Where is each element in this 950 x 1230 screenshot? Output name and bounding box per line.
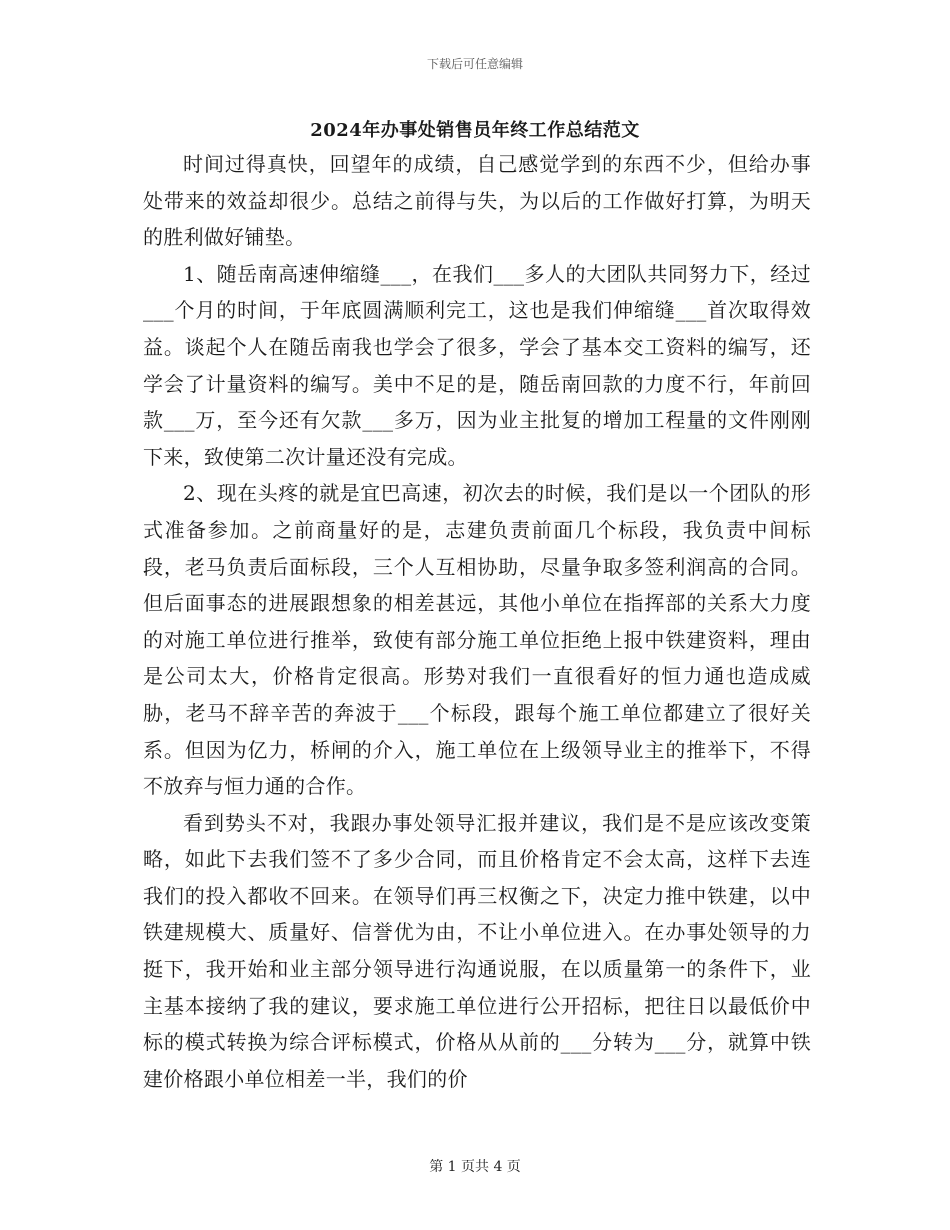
paragraph-strategy: 看到势头不对，我跟办事处领导汇报并建议，我们是不是应该改变策略，如此下去我们签不了多少合同，而且价格肯定不会太高，这样下去连我们的投入都收不回来。在领导们再三权衡之下，决定力推中铁建，以中铁建规模大、质量好、信誉优为由，不让小单位进入。在办事处领导的力挺下，我开始和业主部分领导进行沟通说服，在以质量第一的条件下，业主基本接纳了我的建议，要求施工单位进行公开招标，把往日以最低价中标的模式转换为综合评标模式，价格从从前的___分转为___分，就算中铁建价格跟小单位相差一半，我们的价	[143, 810, 811, 1091]
header-note: 下载后可任意编辑	[426, 57, 523, 71]
document-title: 2024年办事处销售员年终工作总结范文	[310, 120, 640, 141]
paragraph-yiba: 2、现在头疼的就是宜巴高速，初次去的时候，我们是以一个团队的形式准备参加。之前商量好的是，志建负责前面几个标段，我负责中间标段，老马负责后面标段，三个人互相协助，尽量争取多签利润高的合同。但后面事态的进展跟想象的相差甚远，其他小单位在指挥部的关系大力度的对施工单位进行推举，致使有部分施工单位拒绝上报中铁建资料，理由是公司太大，价格肯定很高。形势对我们一直很看好的恒力通也造成威胁，老马不辞辛苦的奔波于___个标段，跟每个施工单位都建立了很好关系。但因为亿力，桥闸的介入，施工单位在上级领导业主的推举下，不得不放弃与恒力通的合作。	[143, 481, 811, 799]
page-footer: 第 1 页共 4 页	[429, 1159, 521, 1175]
paragraph-suiyuenan: 1、随岳南高速伸缩缝___，在我们___多人的大团队共同努力下，经过___个月的时间，于年底圆满顺利完工，这也是我们伸缩缝___首次取得效益。谈起个人在随岳南我也学会了很多，学会了基本交工资料的编写，还学会了计量资料的编写。美中不足的是，随岳南回款的力度不行，年前回款___万，至今还有欠款___多万，因为业主批复的增加工程量的文件刚刚下来，致使第二次计量还没有完成。	[143, 261, 811, 469]
document-body	[143, 146, 811, 1097]
paragraph-intro: 时间过得真快，回望年的成绩，自己感觉学到的东西不少，但给办事处带来的效益却很少。总结之前得与失，为以后的工作做好打算，为明天的胜利做好铺垫。	[143, 152, 811, 250]
